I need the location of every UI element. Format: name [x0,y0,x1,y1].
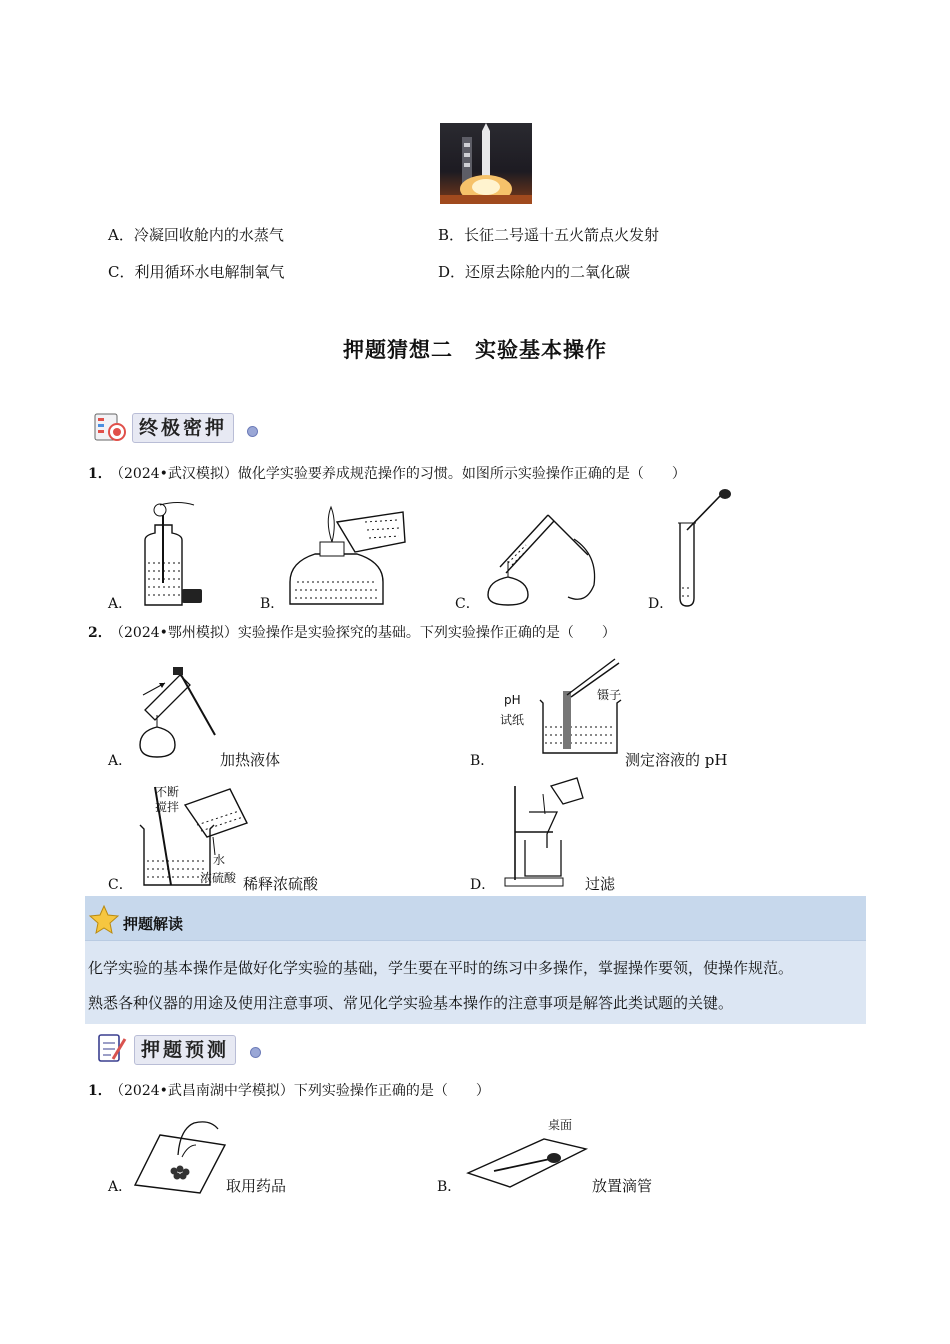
badge-dot [250,1047,261,1058]
section-title: 押题猜想二 实验基本操作 [343,338,607,362]
badge-dot [247,426,258,437]
star-icon [89,904,119,934]
q2-option-a: A． [108,753,133,769]
analysis-line-1: 化学实验的基本操作是做好化学实验的基础，学生要在平时的练习中多操作，掌握操作要领，使操作规范。 [88,959,794,977]
notebook-pen-icon [95,1031,129,1065]
q2-caption-c: 稀释浓硫酸 [243,875,319,893]
rocket-launch-photo [440,123,532,204]
p1-option-b: B． [437,1179,462,1195]
q2-caption-d: 过滤 [585,875,616,893]
q2-figure-b [535,655,655,755]
stir-label-1: 不断 [155,785,180,799]
badge-predict: 押题预测 [134,1035,236,1065]
water-label: 水 [213,853,226,867]
q2-figure-c [135,785,255,890]
p1-option-a: A． [108,1179,133,1195]
q1-figure-d [670,488,740,608]
q2-figure-a [135,665,225,765]
q2-text: （2024•鄂州模拟）实验操作是实验探究的基础。下列实验操作正确的是（ ） [110,625,616,641]
option-b: B．长征二号遥十五火箭点火发射 [438,226,660,244]
option-c: C．利用循环水电解制氧气 [108,263,285,281]
q2-figure-d [503,778,593,888]
desk-label: 桌面 [548,1118,573,1132]
q1-figure-b [285,492,415,607]
q1-figure-c [478,505,618,610]
target-icon [93,410,127,444]
q1-option-d: D． [648,596,674,612]
q1-option-c: C． [455,596,480,612]
q1-option-b: B． [260,596,285,612]
tweezers-label: 镊子 [597,688,622,702]
q1-option-a: A． [108,596,133,612]
analysis-heading: 押题解读 [123,915,184,933]
p1-figure-b [464,1125,594,1195]
q2-option-b: B． [470,753,495,769]
p1-caption-a: 取用药品 [226,1177,287,1195]
option-a: A．冷凝回收舱内的水蒸气 [108,226,284,244]
badge-ultimate: 终极密押 [132,413,234,443]
q2-caption-a: 加热液体 [220,751,281,769]
q1-figure-a [130,495,210,605]
stir-label-2: 搅拌 [155,800,180,814]
analysis-line-2: 熟悉各种仪器的用途及使用注意事项、常见化学实验基本操作的注意事项是解答此类试题的关键。 [88,994,734,1012]
p1-figure-a [130,1115,230,1195]
p1-number: 1． [88,1083,112,1099]
q2-caption-b: 测定溶液的 pH [625,751,728,769]
q2-option-d: D． [470,877,496,893]
p1-text: （2024•武昌南湖中学模拟）下列实验操作正确的是（ ） [110,1083,490,1099]
analysis-box [85,896,866,1023]
q2-option-c: C． [108,877,133,893]
q1-number: 1． [88,466,112,482]
q2-number: 2． [88,625,112,641]
test-paper-label: 试纸 [500,713,525,727]
ph-label: pH [504,693,521,707]
q1-text: （2024•武汉模拟）做化学实验要养成规范操作的习惯。如图所示实验操作正确的是（ ） [110,466,686,482]
p1-caption-b: 放置滴管 [592,1177,653,1195]
option-d: D．还原去除舱内的二氧化碳 [438,263,631,281]
conc-acid-label: 浓硫酸 [200,871,237,885]
